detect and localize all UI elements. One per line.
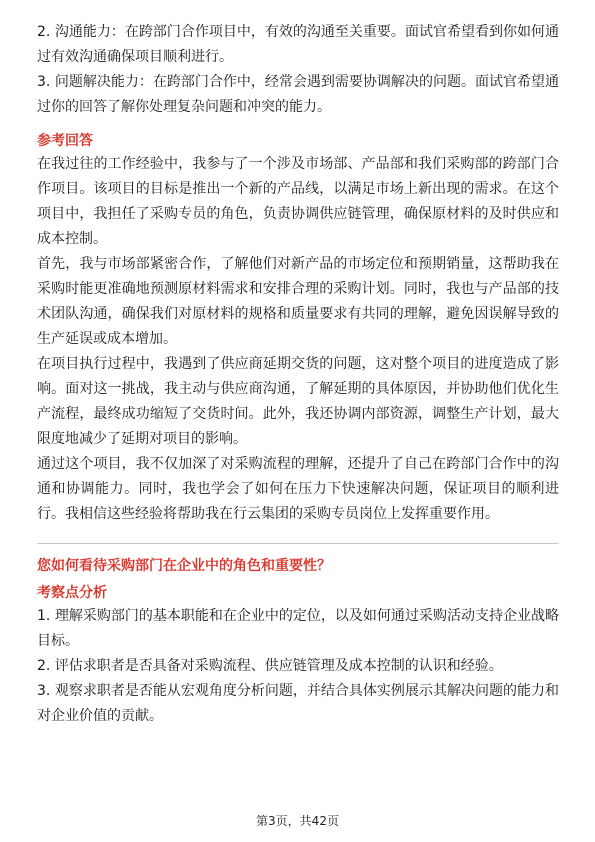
question-title: 您如何看待采购部门在企业中的角色和重要性？	[37, 558, 331, 574]
analysis-point-2: 2. 评估求职者是否具备对采购流程、供应链管理及成本控制的认识和经验。	[37, 658, 503, 674]
intro-point-problem-solving: 3. 问题解决能力：在跨部门合作中，经常会遇到需要协调解决的问题。面试官希望通过你的回答了解你处理复杂问题和冲突的能力。	[37, 74, 559, 115]
document-page	[37, 20, 559, 729]
answer-paragraph-2: 首先，我与市场部紧密合作，了解他们对新产品的市场定位和预期销量，这帮助我在采购时能更准确地预测原材料需求和安排合理的采购计划。同时，我也与产品部的技术团队沟通，确保我们对原材料的规格和质量要求有共同的理解，避免因误解导致的生产延误或成本增加。	[37, 256, 559, 347]
analysis-point-1: 1. 理解采购部门的基本职能和在企业中的定位，以及如何通过采购活动支持企业战略目标。	[37, 608, 559, 649]
page-number: 第3页，共42页	[256, 814, 339, 828]
answer-heading: 参考回答	[37, 133, 93, 149]
analysis-point-3: 3. 观察求职者是否能从宏观角度分析问题，并结合具体实例展示其解决问题的能力和对企业价值的贡献。	[37, 683, 559, 724]
answer-paragraph-3: 在项目执行过程中，我遇到了供应商延期交货的问题，这对整个项目的进度造成了影响。面对这一挑战，我主动与供应商沟通，了解延期的具体原因，并协助他们优化生产流程，最终成功缩短了交货时间。此外，我还协调内部资源，调整生产计划，最大限度地减少了延期对项目的影响。	[37, 356, 559, 447]
analysis-heading: 考察点分析	[37, 585, 107, 601]
section-divider	[37, 543, 559, 544]
answer-paragraph-1: 在我过往的工作经验中，我参与了一个涉及市场部、产品部和我们采购部的跨部门合作项目。该项目的目标是推出一个新的产品线，以满足市场上新出现的需求。在这个项目中，我担任了采购专员的角色，负责协调供应链管理，确保原材料的及时供应和成本控制。	[37, 156, 559, 247]
intro-point-communication: 2. 沟通能力：在跨部门合作项目中，有效的沟通至关重要。面试官希望看到你如何通过有效沟通确保项目顺利进行。	[37, 24, 559, 65]
answer-paragraph-4: 通过这个项目，我不仅加深了对采购流程的理解，还提升了自己在跨部门合作中的沟通和协调能力。同时，我也学会了如何在压力下快速解决问题，保证项目的顺利进行。我相信这些经验将帮助我在行云集团的采购专员岗位上发挥重要作用。	[37, 456, 559, 522]
